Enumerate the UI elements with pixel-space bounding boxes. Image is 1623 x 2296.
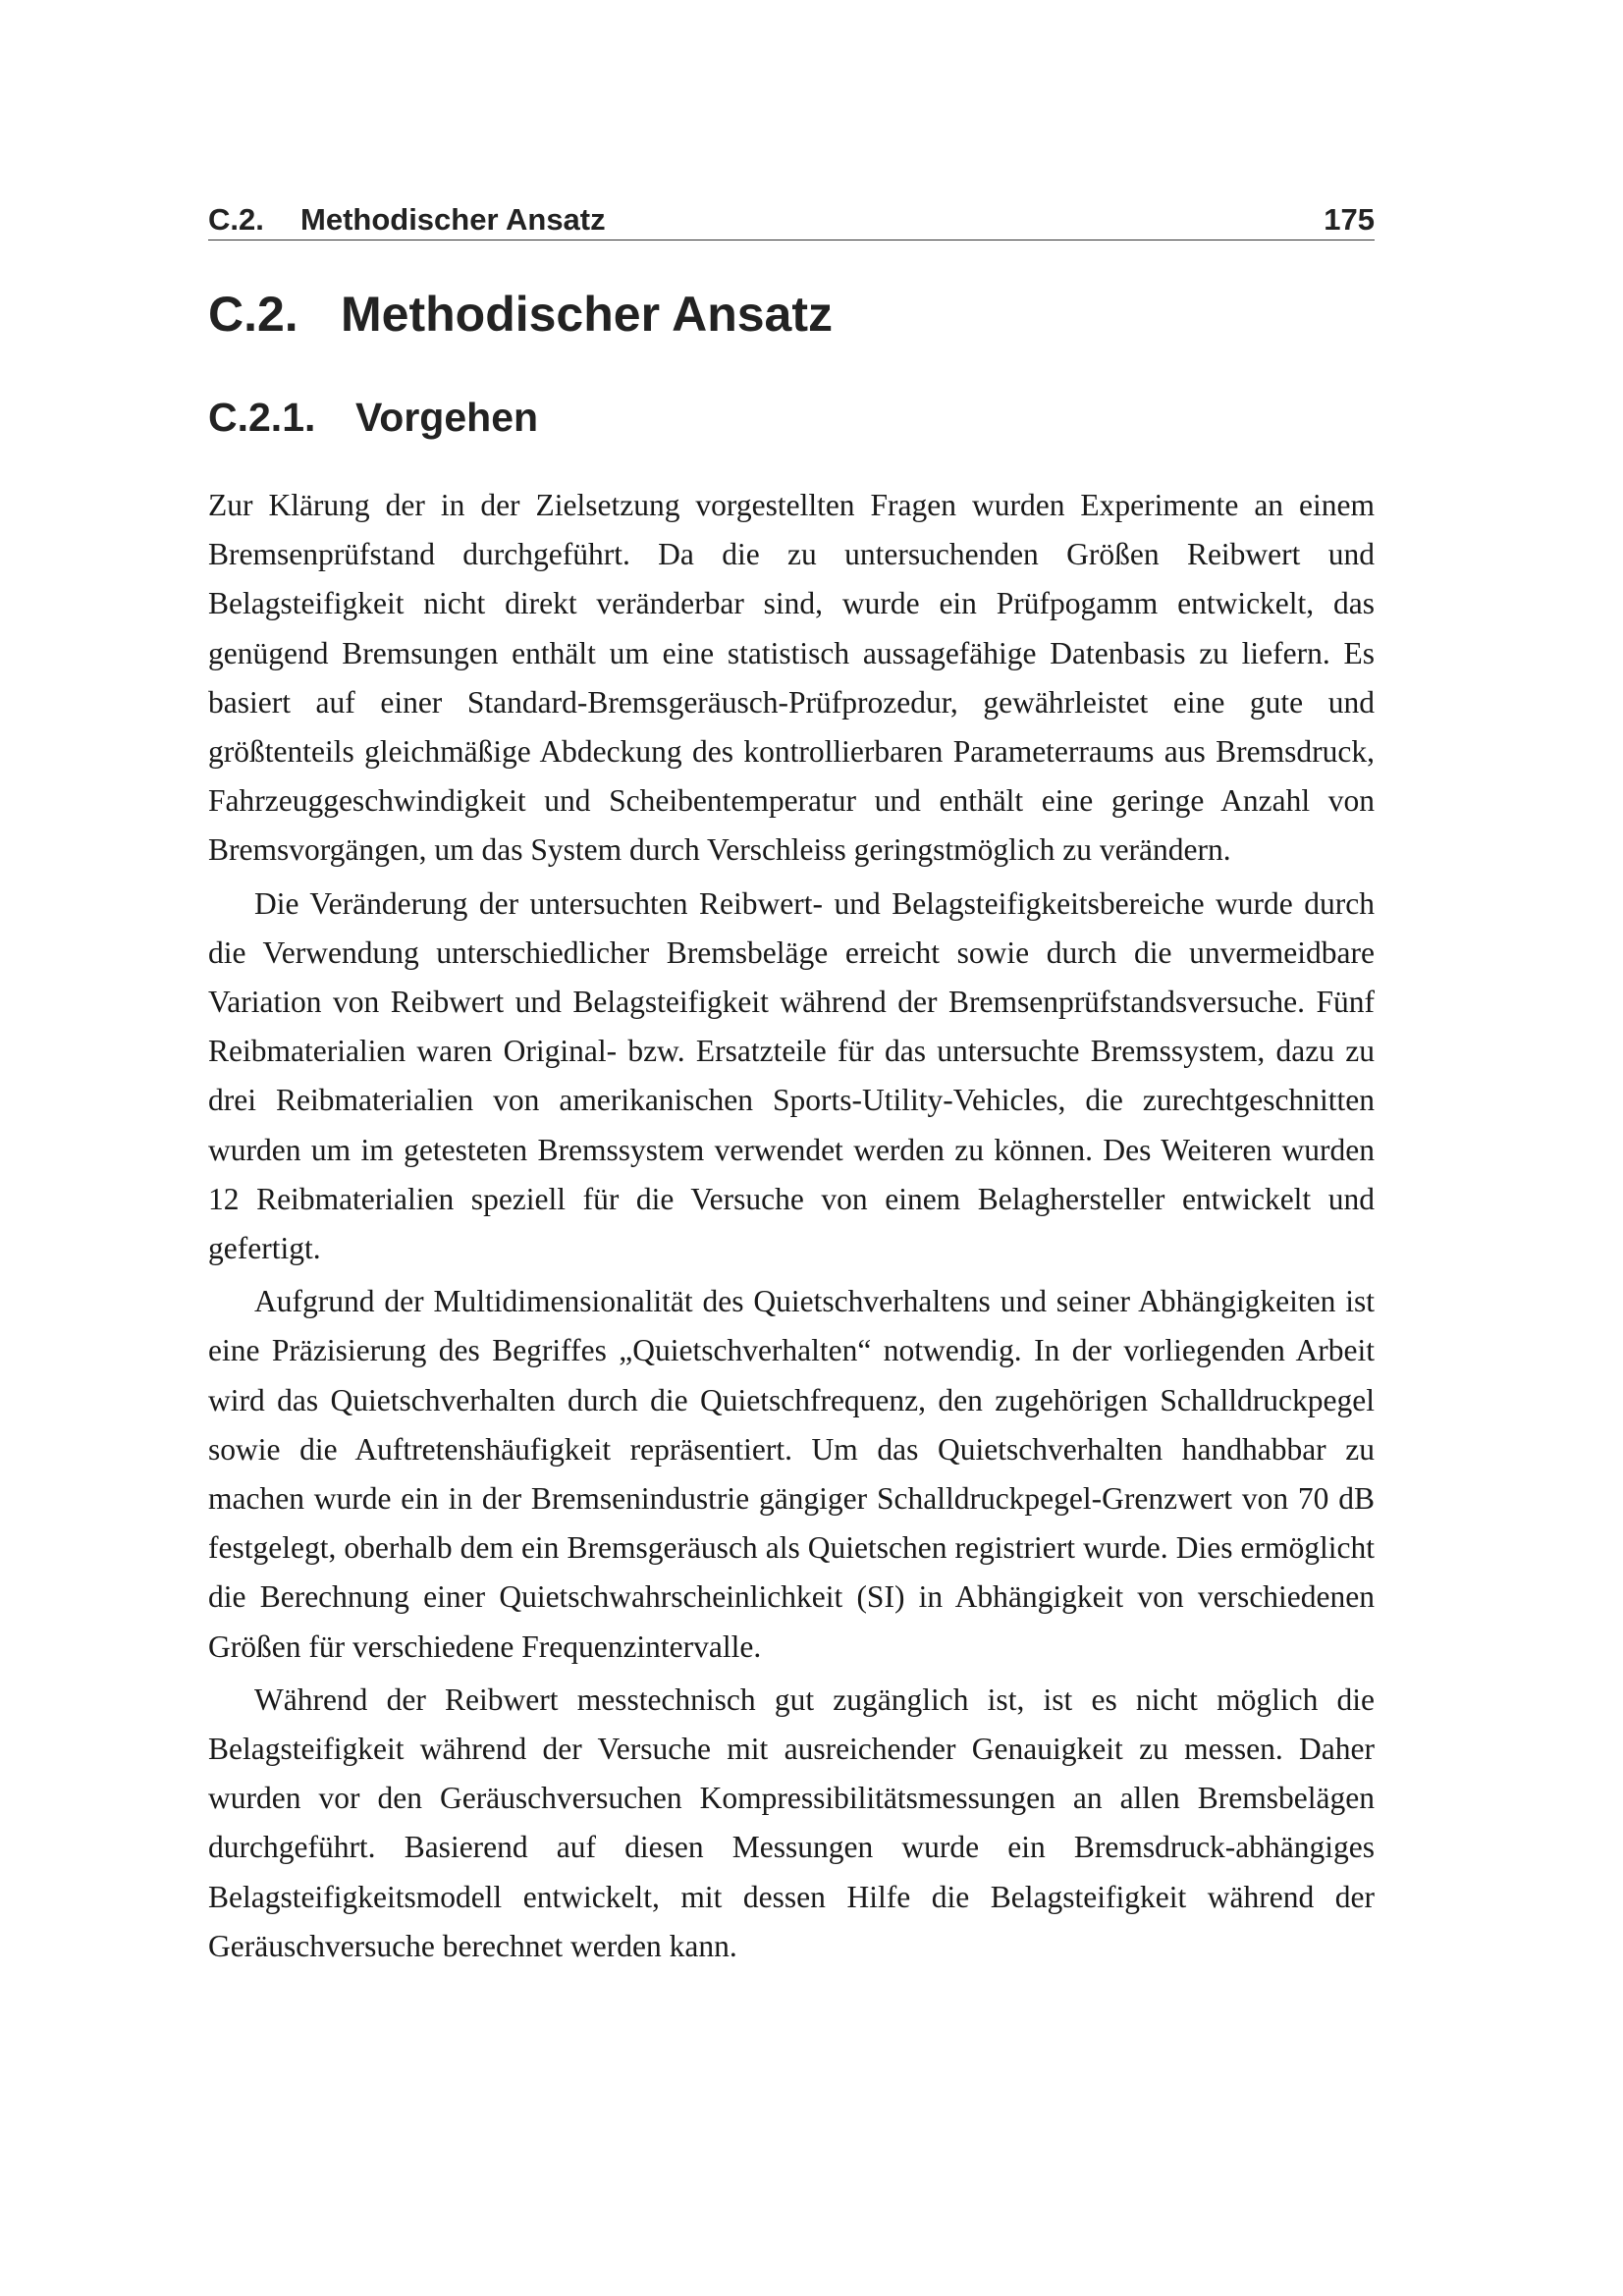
running-head [208, 200, 1375, 240]
paragraph: Aufgrund der Multidimensionalität des Quietschverhaltens und seiner Abhängigkeiten ist eine Präzisierung des Begriffes „Quietschverhalten“ notwendig. In der vorliegenden Arbeit wird das Quietschverhalten durch die Quietschfrequenz, den zugehörigen Schalldruckpegel sowie die Auftretenshäufigkeit repräsentiert. Um das Quietschverhalten handhabbar zu machen wurde ein in der Bremsenindustrie gängiger Schalldruckpegel-Grenzwert von 70 dB festgelegt, oberhalb dem ein Bremsgeräusch als Quietschen registriert wurde. Dies ermöglicht die Berechnung einer Quietschwahrscheinlichkeit (SI) in Abhängigkeit von verschiedenen Größen für verschiedene Frequenzintervalle. [208, 1284, 1375, 1664]
subsection-number: C.2.1. [208, 395, 316, 440]
running-head-section-number: C.2. [208, 202, 264, 237]
paragraph: Die Veränderung der untersuchten Reibwert- und Belagsteifigkeitsbereiche wurde durch die Verwendung unterschiedlicher Bremsbeläge erreicht sowie durch die unvermeidbare Variation von Reibwert und Belagsteifigkeit während der Bremsenprüfstandsversuche. Fünf Reibmaterialien waren Original- bzw. Ersatzteile für das untersuchte Bremssystem, dazu zu drei Reibmaterialien von amerikanischen Sports-Utility-Vehicles, die zurechtgeschnitten wurden um im getesteten Bremssystem verwendet werden zu können. Des Weiteren wurden 12 Reibmaterialien speziell für die Versuche von einem Belaghersteller entwickelt und gefertigt. [208, 885, 1375, 1266]
subsection-title: Vorgehen [355, 395, 539, 440]
paragraph: Während der Reibwert messtechnisch gut zugänglich ist, ist es nicht möglich die Belagsteifigkeit während der Versuche mit ausreichender Genauigkeit zu messen. Daher wurden vor den Geräuschversuchen Kompressibilitätsmessungen an allen Bremsbelägen durchgeführt. Basierend auf diesen Messungen wurde ein Bremsdruck-abhängiges Belagsteifigkeitsmodell entwickelt, mit dessen Hilfe die Belagsteifigkeit während der Geräuschversuche berechnet werden kann. [208, 1682, 1375, 1963]
section-title: Methodischer Ansatz [341, 287, 834, 342]
paragraph: Zur Klärung der in der Zielsetzung vorgestellten Fragen wurden Experimente an einem Bremsenprüfstand durchgeführt. Da die zu untersuchenden Größen Reibwert und Belagsteifigkeit nicht direkt veränderbar sind, wurde ein Prüfpogamm entwickelt, das genügend Bremsungen enthält um eine statistisch aussagefähige Datenbasis zu liefern. Es basiert auf einer Standard-Bremsgeräusch-Prüfprozedur, gewährleistet eine gute und größtenteils gleichmäßige Abdeckung des kontrollierbaren Parameterraums aus Bremsdruck, Fahrzeuggeschwindigkeit und Scheibentemperatur und enthält eine geringe Anzahl von Bremsvorgängen, um das System durch Verschleiss geringstmöglich zu verändern. [208, 488, 1375, 868]
page-number: 175 [1324, 202, 1375, 237]
running-head-section-title: Methodischer Ansatz [300, 202, 606, 237]
section-number: C.2. [208, 287, 298, 342]
body-text [208, 481, 1375, 1975]
document-page [208, 0, 1375, 2296]
